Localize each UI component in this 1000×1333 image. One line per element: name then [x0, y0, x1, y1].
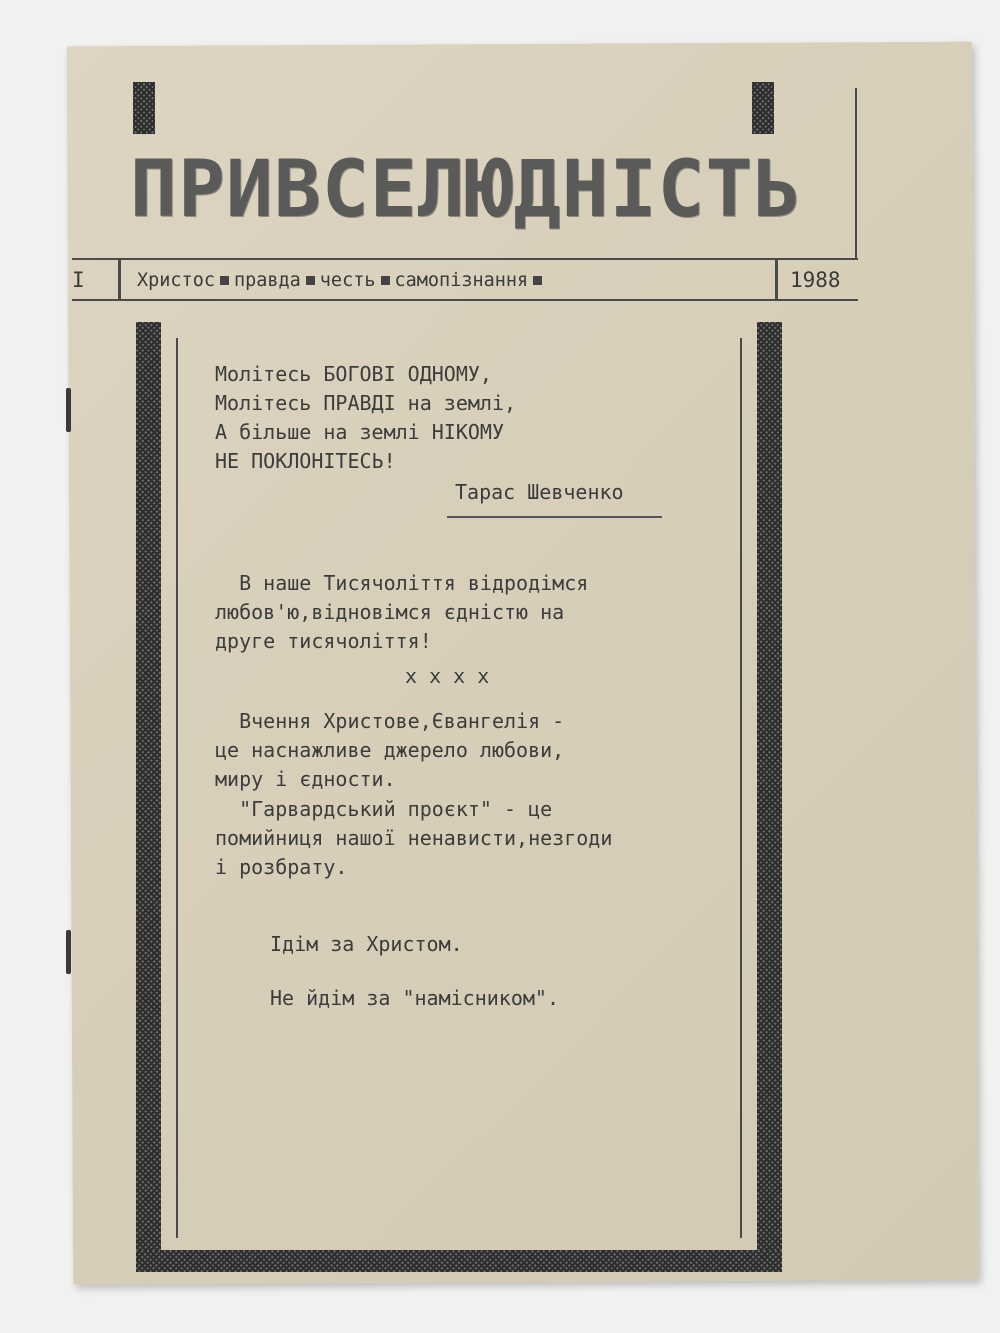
- motto-separator-icon: [306, 276, 315, 285]
- motto-separator-icon: [220, 276, 229, 285]
- issue-number: I: [72, 268, 85, 292]
- text-line: і розбрату.: [215, 855, 348, 879]
- author-underline: [447, 516, 662, 518]
- motto-separator-icon: [381, 276, 390, 285]
- title-ornament-left: [133, 82, 155, 134]
- header-divider-left: [118, 258, 121, 301]
- motto-separator-icon: [533, 276, 542, 285]
- header-divider-right: [775, 258, 778, 301]
- text-line: Вчення Христове,Євангелія -: [215, 709, 565, 733]
- publication-year: 1988: [790, 268, 841, 292]
- millennium-paragraph: [215, 569, 588, 656]
- frame-bar-left: [136, 322, 161, 1270]
- poem-line: А більше на землі НІКОМУ: [215, 420, 504, 444]
- poem-author: Тарас Шевченко: [455, 480, 624, 504]
- frame-line-left: [176, 338, 178, 1238]
- frame-bar-right: [757, 322, 782, 1270]
- poem-line: Молітесь БОГОВІ ОДНОМУ,: [215, 362, 492, 386]
- staple-bottom: [66, 930, 71, 974]
- motto: [137, 270, 547, 291]
- text-line: помийниця нашої ненависти,незгоди: [215, 826, 613, 850]
- motto-word: самопізнання: [394, 270, 529, 291]
- poem-epigraph: [215, 360, 516, 476]
- project-paragraph: [215, 795, 612, 882]
- publication-title: ПРИВСЕЛЮДНІСТЬ: [130, 145, 802, 235]
- motto-word: честь: [319, 270, 376, 291]
- header-rule-bottom: [72, 299, 858, 301]
- section-divider: x x x x: [405, 664, 490, 688]
- text-line: "Гарвардський проєкт" - це: [215, 797, 553, 821]
- motto-word: правда: [233, 270, 301, 291]
- staple-top: [66, 388, 71, 432]
- header-rule-top: [72, 258, 858, 260]
- motto-word: Христос: [137, 270, 215, 291]
- header-rule-right: [855, 88, 857, 260]
- gospel-paragraph: [215, 707, 564, 794]
- text-line: друге тисячоліття!: [215, 629, 432, 653]
- frame-line-right: [740, 338, 742, 1238]
- poem-line: Молітесь ПРАВДІ на землі,: [215, 391, 517, 415]
- follow-christ-line: Ідім за Христом.: [270, 932, 463, 956]
- title-ornament-right: [752, 82, 774, 134]
- poem-line: НЕ ПОКЛОНІТЕСЬ!: [215, 449, 396, 473]
- text-line: це наснажливе джерело любови,: [215, 738, 565, 762]
- text-line: миру і єдности.: [215, 767, 396, 791]
- not-follow-line: Не йдім за "намісником".: [270, 986, 559, 1010]
- frame-bar-bottom: [136, 1250, 782, 1272]
- text-line: любов'ю,відновімся єдністю на: [215, 600, 565, 624]
- text-line: В наше Тисячоліття відродімся: [215, 571, 589, 595]
